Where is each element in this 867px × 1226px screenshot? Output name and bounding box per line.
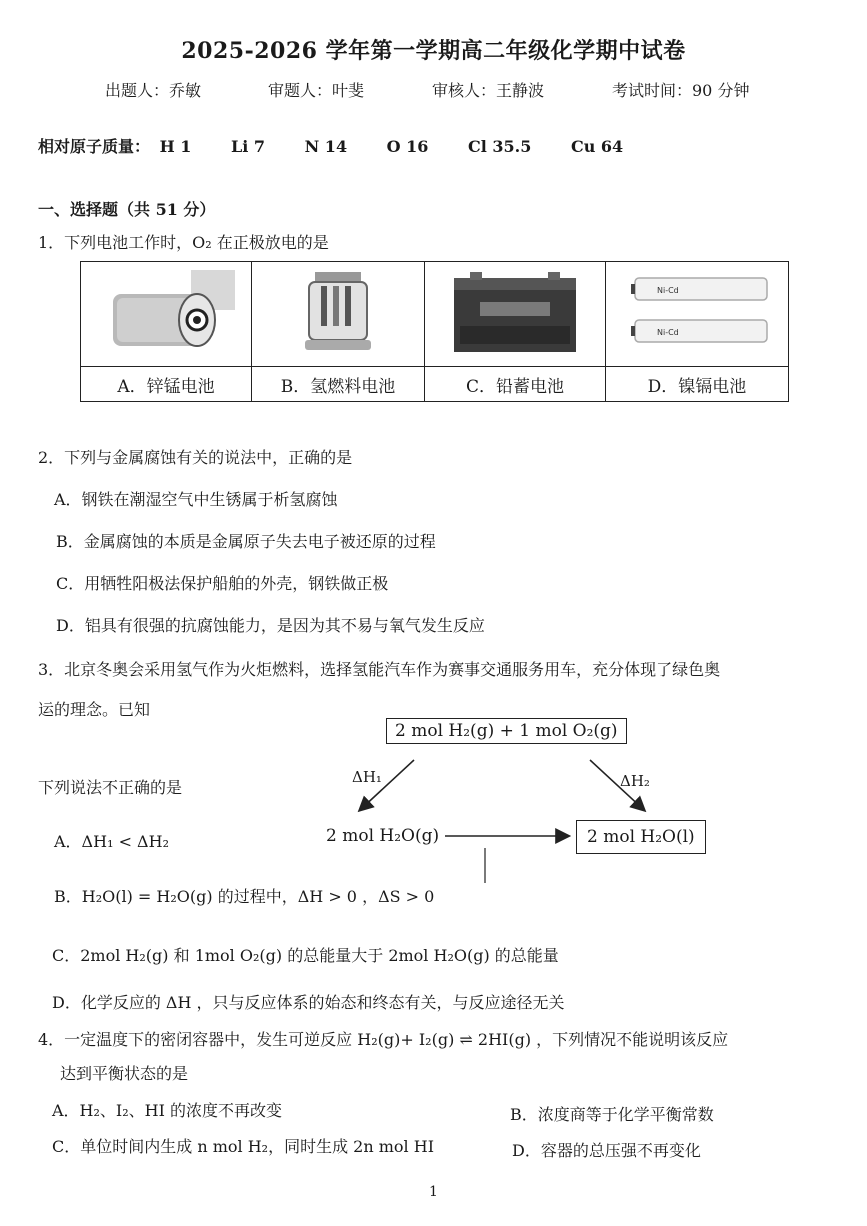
battery-label-bottom: Ni-Cd bbox=[657, 328, 679, 337]
q2-option-b: B．金属腐蚀的本质是金属原子失去电子被还原的过程 bbox=[56, 532, 436, 551]
q1-option-a: A．锌锰电池 bbox=[81, 367, 252, 402]
q2-stem: 2．下列与金属腐蚀有关的说法中，正确的是 bbox=[38, 448, 353, 467]
q1-option-c: C．铅蓄电池 bbox=[425, 367, 606, 402]
q3-option-c: C．2mol H₂(g) 和 1mol O₂(g) 的总能量大于 2mol H₂O(g) 的总能量 bbox=[52, 946, 559, 965]
enthalpy-diagram-arrows bbox=[330, 748, 690, 888]
lead-acid-battery-image bbox=[425, 262, 606, 367]
setter: 出题人：乔敏 bbox=[105, 81, 202, 100]
q3-stem-line1: 3．北京冬奥会采用氢气作为火炬燃料，选择氢能汽车作为赛事交通服务用车，充分体现了绿色奥 bbox=[38, 660, 721, 679]
atomic-mass-n: N 14 bbox=[304, 137, 348, 156]
diagram-liquid-water-box: 2 mol H₂O(l) bbox=[576, 820, 706, 854]
atomic-mass-h: H 1 bbox=[159, 137, 192, 156]
q4-stem-line2: 达到平衡状态的是 bbox=[60, 1064, 189, 1083]
section-title: 一、选择题（共 51 分） bbox=[38, 200, 216, 219]
q2-option-d: D．铝具有很强的抗腐蚀能力，是因为其不易与氧气发生反应 bbox=[56, 616, 485, 635]
atomic-masses bbox=[38, 134, 657, 157]
exam-time: 考试时间：90 分钟 bbox=[612, 81, 750, 100]
q4-stem-line1: 4．一定温度下的密闭容器中，发生可逆反应 H₂(g)+ I₂(g) ⇌ 2HI(g) ，下列情况不能说明该反应 bbox=[38, 1030, 729, 1049]
dh2-label: ΔH₂ bbox=[620, 772, 650, 790]
q4-option-d: D．容器的总压强不再变化 bbox=[512, 1141, 701, 1160]
q2-option-c: C．用牺牲阳极法保护船舶的外壳，钢铁做正极 bbox=[56, 574, 389, 593]
q4-option-c: C．单位时间内生成 n mol H₂，同时生成 2n mol HI bbox=[52, 1137, 435, 1156]
battery-label-top: Ni-Cd bbox=[657, 286, 679, 295]
q3-option-d: D．化学反应的 ΔH ，只与反应体系的始态和终态有关，与反应途径无关 bbox=[52, 993, 565, 1012]
hydrogen-fuel-cell-image bbox=[252, 262, 425, 367]
reviewer: 审题人：叶斐 bbox=[268, 81, 365, 100]
q1-options-table bbox=[80, 261, 789, 402]
atomic-mass-cl: Cl 35.5 bbox=[468, 137, 532, 156]
zinc-manganese-battery-image bbox=[81, 262, 252, 367]
exam-title: 2025-2026 学年第一学期高二年级化学期中试卷 bbox=[181, 38, 686, 64]
dh1-label: ΔH₁ bbox=[352, 768, 382, 786]
q4-option-b: B．浓度商等于化学平衡常数 bbox=[510, 1105, 714, 1124]
diagram-gas-water: 2 mol H₂O(g) bbox=[326, 826, 440, 846]
page-number: 1 bbox=[429, 1184, 438, 1200]
q1-option-d: D．镍镉电池 bbox=[606, 367, 789, 402]
q1-stem: 1．下列电池工作时，O₂ 在正极放电的是 bbox=[38, 233, 329, 252]
q1-option-b: B．氢燃料电池 bbox=[252, 367, 425, 402]
q3-option-a: A．ΔH₁ < ΔH₂ bbox=[54, 832, 169, 851]
atomic-mass-o: O 16 bbox=[386, 137, 429, 156]
q3-option-b: B．H₂O(l) = H₂O(g) 的过程中，ΔH > 0 ，ΔS > 0 bbox=[54, 887, 435, 906]
q3-prompt: 下列说法不正确的是 bbox=[38, 778, 183, 797]
atomic-masses-label: 相对原子质量： bbox=[38, 137, 151, 156]
nickel-cadmium-battery-image bbox=[606, 262, 789, 367]
checker: 审核人：王静波 bbox=[432, 81, 545, 100]
atomic-mass-cu: Cu 64 bbox=[570, 137, 624, 156]
q2-option-a: A．钢铁在潮湿空气中生锈属于析氢腐蚀 bbox=[54, 490, 338, 509]
diagram-reactants-box: 2 mol H₂(g) + 1 mol O₂(g) bbox=[386, 718, 627, 744]
atomic-mass-li: Li 7 bbox=[231, 137, 266, 156]
q4-option-a: A．H₂、I₂、HI 的浓度不再改变 bbox=[52, 1101, 283, 1120]
q3-stem-line2: 运的理念。已知 bbox=[38, 700, 151, 719]
